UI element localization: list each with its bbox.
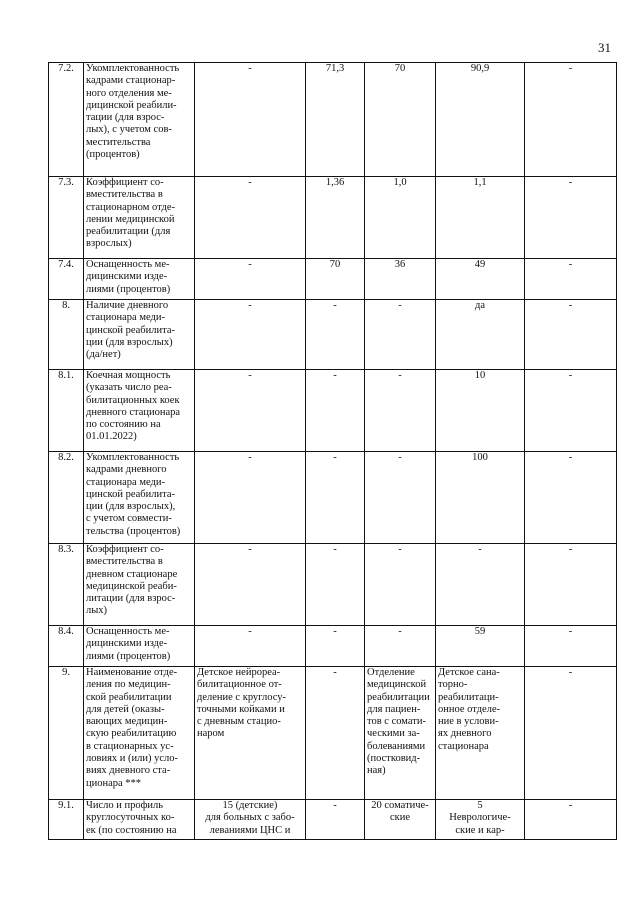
row-label <box>84 63 195 177</box>
value-cell-1 <box>195 300 306 370</box>
value-cell-4-text: 5 Неврологиче- ские и кар- <box>449 800 511 836</box>
value-cell-5 <box>525 370 617 452</box>
value-cell-3-text: 20 соматиче- ские <box>371 800 429 824</box>
row-label-text: Укомплектованность кадрами стационар- ного отделения ме- дицинской реабили- тации (для взрос- лых), с учетом сов- местительства (процентов) <box>86 63 180 161</box>
row-label-text: Коэффициент со- вместительства в стационарном отде- лении медицинской реабилитации (для взрослых) <box>86 177 176 250</box>
value-cell-1 <box>195 452 306 544</box>
row-label-text: Число и профиль круглосуточных ко- ек (по состоянию на <box>86 800 177 836</box>
value-cell-1 <box>195 370 306 452</box>
row-label <box>84 544 195 626</box>
value-cell-1 <box>195 800 306 840</box>
value-cell-4-text: 59 <box>474 626 486 637</box>
row-number <box>49 667 84 800</box>
value-cell-1 <box>195 259 306 300</box>
row-label-text: Коечная мощность (указать число реа- билитационных коек дневного стационара по состоянию на 01.01.2022) <box>86 370 181 443</box>
value-cell-1-text: - <box>248 177 252 188</box>
value-cell-1 <box>195 63 306 177</box>
value-cell-2-text: - <box>333 370 337 381</box>
row-number-text: 8.3. <box>58 544 74 555</box>
value-cell-1-text: Детское нейрореа- билитационное от- деление с круглосу- точными койками и с дневным стацио- наром <box>197 667 286 740</box>
value-cell-5 <box>525 626 617 667</box>
value-cell-5 <box>525 667 617 800</box>
value-cell-4 <box>436 800 525 840</box>
value-cell-4-text: - <box>478 544 482 555</box>
value-cell-5-text: - <box>568 63 573 74</box>
value-cell-1 <box>195 626 306 667</box>
value-cell-3 <box>365 177 436 259</box>
value-cell-2 <box>306 800 365 840</box>
value-cell-4 <box>436 370 525 452</box>
row-label-text: Наименование отде- ления по медицин- ской реабилитации для детей (оказы- вающих медицин- скую реабилитацию в стационарных ус- ловиях и (или) усло- виях дневного ста- ционара *** <box>86 667 179 789</box>
value-cell-3 <box>365 800 436 840</box>
value-cell-5 <box>525 800 617 840</box>
table-row <box>49 177 617 259</box>
row-number <box>49 452 84 544</box>
row-label <box>84 667 195 800</box>
row-label <box>84 800 195 840</box>
row-number <box>49 370 84 452</box>
value-cell-5 <box>525 259 617 300</box>
value-cell-4-text: 1,1 <box>473 177 487 188</box>
value-cell-3-text: - <box>398 626 402 637</box>
value-cell-4 <box>436 544 525 626</box>
value-cell-1-text: - <box>248 452 252 463</box>
row-label-text: Коэффициент со- вместительства в дневном стационаре медицинской реаби- литации (для взрос- лых) <box>86 544 178 617</box>
value-cell-4-text: Детское сана- торно- реабилитаци- онное отделе- ние в услови- ях дневного стационара <box>438 667 501 752</box>
value-cell-2 <box>306 63 365 177</box>
value-cell-4 <box>436 626 525 667</box>
table-row <box>49 370 617 452</box>
value-cell-2-text: - <box>333 800 337 811</box>
value-cell-2-text: 71,3 <box>325 63 345 74</box>
row-label-text: Оснащенность ме- дицинскими изде- лиями (процентов) <box>86 626 171 662</box>
row-number-text: 7.4. <box>58 259 74 270</box>
value-cell-3-text: 36 <box>394 259 406 270</box>
row-number-text: 7.3. <box>58 177 74 188</box>
value-cell-1-text: 15 (детские) для больных с забо- леваниями ЦНС и <box>205 800 295 836</box>
value-cell-3 <box>365 370 436 452</box>
value-cell-4-text: 49 <box>474 259 486 270</box>
value-cell-4 <box>436 452 525 544</box>
row-label <box>84 626 195 667</box>
row-number-text: 8.2. <box>58 452 74 463</box>
row-label-text: Оснащенность ме- дицинскими изде- лиями (процентов) <box>86 259 171 295</box>
page-number: 31 <box>598 40 611 55</box>
value-cell-2 <box>306 452 365 544</box>
value-cell-3 <box>365 452 436 544</box>
value-cell-3 <box>365 626 436 667</box>
value-cell-2 <box>306 300 365 370</box>
value-cell-5 <box>525 63 617 177</box>
value-cell-5 <box>525 452 617 544</box>
value-cell-2-text: - <box>333 300 337 311</box>
value-cell-5-text: - <box>568 626 573 637</box>
row-number-text: 9.1. <box>58 800 74 811</box>
row-number <box>49 177 84 259</box>
value-cell-2-text: - <box>333 544 337 555</box>
row-number-text: 9. <box>62 667 70 678</box>
row-number <box>49 300 84 370</box>
row-label <box>84 452 195 544</box>
value-cell-1-text: - <box>248 63 252 74</box>
value-cell-1-text: - <box>248 259 252 270</box>
value-cell-2-text: - <box>333 626 337 637</box>
value-cell-3-text: 1,0 <box>393 177 407 188</box>
value-cell-5 <box>525 300 617 370</box>
row-label-text: Наличие дневного стационара меди- цинской реабилита- ции (для взрослых) (да/нет) <box>86 300 175 361</box>
value-cell-1-text: - <box>248 544 252 555</box>
table-row <box>49 259 617 300</box>
value-cell-2 <box>306 177 365 259</box>
row-number <box>49 63 84 177</box>
row-number <box>49 626 84 667</box>
value-cell-1-text: - <box>248 626 252 637</box>
value-cell-5-text: - <box>568 259 573 270</box>
value-cell-4 <box>436 259 525 300</box>
table-row <box>49 452 617 544</box>
value-cell-2-text: 1,36 <box>325 177 345 188</box>
table-row <box>49 626 617 667</box>
value-cell-3-text: - <box>398 370 402 381</box>
row-number <box>49 544 84 626</box>
value-cell-3 <box>365 63 436 177</box>
row-number <box>49 800 84 840</box>
row-label-text: Укомплектованность кадрами дневного стационара меди- цинской реабилита- ции (для взрослых), с учетом совмести- тельства (процентов) <box>86 452 181 537</box>
indicators-table <box>48 62 617 840</box>
value-cell-4 <box>436 63 525 177</box>
value-cell-1 <box>195 544 306 626</box>
value-cell-2 <box>306 544 365 626</box>
row-number-text: 7.2. <box>58 63 74 74</box>
value-cell-2 <box>306 626 365 667</box>
value-cell-5-text: - <box>568 800 573 811</box>
row-label <box>84 177 195 259</box>
value-cell-1-text: - <box>248 370 252 381</box>
value-cell-2-text: - <box>333 667 337 678</box>
value-cell-4-text: 90,9 <box>470 63 490 74</box>
value-cell-2 <box>306 259 365 300</box>
value-cell-3 <box>365 667 436 800</box>
row-number-text: 8.4. <box>58 626 74 637</box>
table-row <box>49 544 617 626</box>
value-cell-5 <box>525 544 617 626</box>
value-cell-5 <box>525 177 617 259</box>
value-cell-2-text: - <box>333 452 337 463</box>
value-cell-4-text: да <box>474 300 485 311</box>
value-cell-5-text: - <box>568 300 573 311</box>
value-cell-3 <box>365 300 436 370</box>
value-cell-4 <box>436 667 525 800</box>
value-cell-4-text: 10 <box>474 370 486 381</box>
value-cell-5-text: - <box>568 544 573 555</box>
value-cell-2 <box>306 667 365 800</box>
value-cell-3-text: - <box>398 452 402 463</box>
table-row <box>49 800 617 840</box>
value-cell-1-text: - <box>248 300 252 311</box>
value-cell-4 <box>436 177 525 259</box>
value-cell-2-text: 70 <box>329 259 341 270</box>
value-cell-4 <box>436 300 525 370</box>
table-row <box>49 63 617 177</box>
value-cell-5-text: - <box>568 452 573 463</box>
row-number-text: 8.1. <box>58 370 74 381</box>
value-cell-5-text: - <box>568 370 573 381</box>
table-row <box>49 667 617 800</box>
row-label <box>84 259 195 300</box>
value-cell-3 <box>365 259 436 300</box>
value-cell-3-text: - <box>398 544 402 555</box>
row-number-text: 8. <box>62 300 70 311</box>
value-cell-4-text: 100 <box>472 452 488 463</box>
value-cell-3-text: 70 <box>394 63 406 74</box>
value-cell-3-text: Отделение медицинской реабилитации для пациен- тов с сомати- ческими за- болеваниями (постковид- ная) <box>367 667 430 777</box>
value-cell-2 <box>306 370 365 452</box>
value-cell-5-text: - <box>568 667 573 678</box>
value-cell-3-text: - <box>398 300 402 311</box>
value-cell-5-text: - <box>568 177 573 188</box>
value-cell-1 <box>195 177 306 259</box>
row-label <box>84 370 195 452</box>
row-label <box>84 300 195 370</box>
value-cell-1 <box>195 667 306 800</box>
row-number <box>49 259 84 300</box>
table-row <box>49 300 617 370</box>
value-cell-3 <box>365 544 436 626</box>
